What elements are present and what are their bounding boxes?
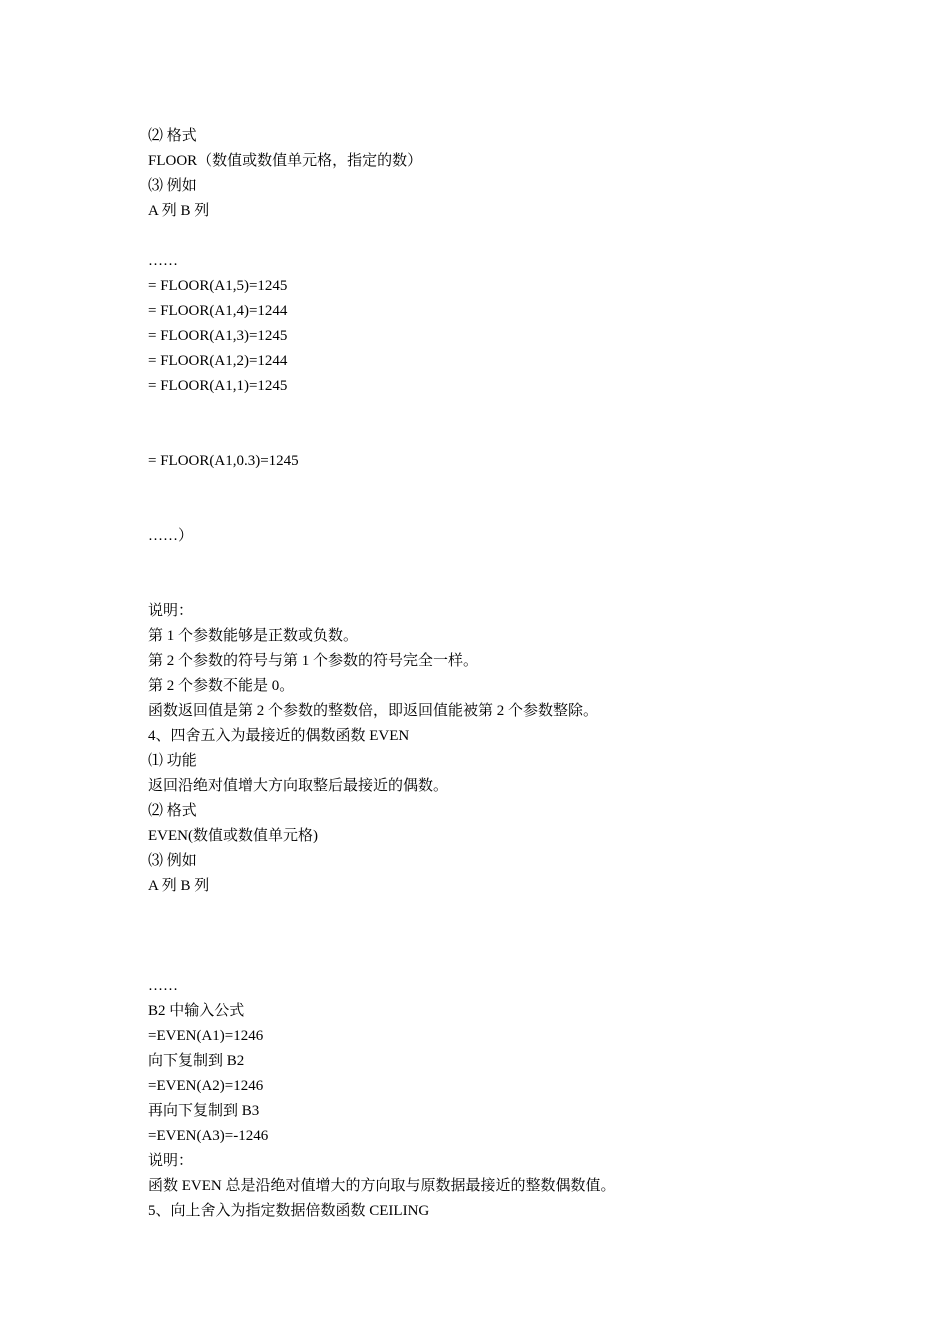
formula-line: =EVEN(A1)=1246 xyxy=(148,1028,264,1044)
formula-line: = FLOOR(A1,5)=1245 xyxy=(148,278,288,294)
document-page xyxy=(148,124,848,1224)
instruction-line: 向下复制到 B2 xyxy=(148,1053,245,1069)
formula-line: = FLOOR(A1,0.3)=1245 xyxy=(148,453,299,469)
note-heading: 说明： xyxy=(148,1153,194,1169)
section-heading-example: ⑶ 例如 xyxy=(148,853,197,869)
formula-line: =EVEN(A3)=-1246 xyxy=(148,1128,269,1144)
even-syntax: EVEN(数值或数值单元格) xyxy=(148,828,318,844)
floor-syntax: FLOOR（数值或数值单元格，指定的数） xyxy=(148,153,423,169)
note-item: 第 2 个参数不能是 0。 xyxy=(148,678,295,694)
formula-line: = FLOOR(A1,2)=1244 xyxy=(148,353,288,369)
formula-line: =EVEN(A2)=1246 xyxy=(148,1078,264,1094)
formula-line: = FLOOR(A1,3)=1245 xyxy=(148,328,288,344)
note-item: 函数 EVEN 总是沿绝对值增大的方向取与原数据最接近的整数偶数值。 xyxy=(148,1178,616,1194)
even-description: 返回沿绝对值增大方向取整后最接近的偶数。 xyxy=(148,778,449,794)
note-item: 函数返回值是第 2 个参数的整数倍，即返回值能被第 2 个参数整除。 xyxy=(148,703,599,719)
column-header: A 列 B 列 xyxy=(148,878,210,894)
note-item: 第 2 个参数的符号与第 1 个参数的符号完全一样。 xyxy=(148,653,479,669)
section-heading-example: ⑶ 例如 xyxy=(148,178,197,194)
column-header: A 列 B 列 xyxy=(148,203,210,219)
note-item: 第 1 个参数能够是正数或负数。 xyxy=(148,628,359,644)
section-title-even: 4、四舍五入为最接近的偶数函数 EVEN xyxy=(148,728,410,744)
instruction-line: 再向下复制到 B3 xyxy=(148,1103,260,1119)
section-heading-function: ⑴ 功能 xyxy=(148,753,197,769)
formula-line: = FLOOR(A1,4)=1244 xyxy=(148,303,288,319)
section-title-ceiling: 5、向上舍入为指定数据倍数函数 CEILING xyxy=(148,1203,430,1219)
ellipsis: ……） xyxy=(148,528,194,544)
ellipsis: …… xyxy=(148,253,178,269)
ellipsis: …… xyxy=(148,978,178,994)
formula-line: = FLOOR(A1,1)=1245 xyxy=(148,378,288,394)
section-heading-format: ⑵ 格式 xyxy=(148,803,197,819)
instruction-line: B2 中输入公式 xyxy=(148,1003,245,1019)
note-heading: 说明： xyxy=(148,603,194,619)
section-heading-format: ⑵ 格式 xyxy=(148,128,197,144)
